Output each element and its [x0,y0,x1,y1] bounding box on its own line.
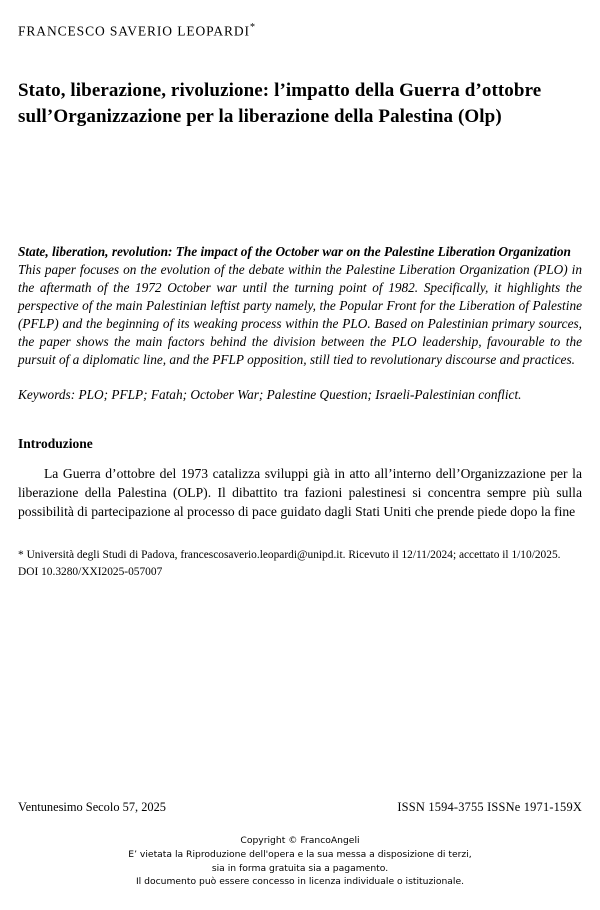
running-footer [18,800,582,815]
copyright-line-2: E’ vietata la Riproduzione dell'opera e la sua messa a disposizione di terzi, [128,848,472,860]
journal-issue-info: Ventunesimo Secolo 57, 2025 [18,800,166,814]
body-paragraph: La Guerra d’ottobre del 1973 catalizza sviluppi già in atto all’interno dell’Organizzazione per la liberazione della Palestina (OLP). Il dibattito tra fazioni palestinesi si concentra sempre più sulla possibilità di partecipazione al processo di pace guidato dagli Stati Uniti che prende piede dopo la fine [18,465,582,520]
page-title: Stato, liberazione, rivoluzione: l’impatto della Guerra d’ottobre sull’Organizzazione per la liberazione della Palestina (Olp) [18,79,542,128]
abstract-block [18,243,582,403]
abstract-body: This paper focuses on the evolution of the debate within the Palestine Liberation Organization (PLO) in the aftermath of the 1972 October war until the turning point of 1982. Specifically, it highlights the perspective of the main Palestinian leftist party namely, the Popular Front for the Liberation of Palestine (PFLP) and the beginning of its weaking process within the PLO. Based on Palestinian primary sources, the paper shows the main factors behind the division between the PLO leadership, favourable to the pursuit of a diplomatic line, and the PFLP opposition, still tied to revolutionary discourse and practices. [18,261,582,367]
section-heading-introduzione: Introduzione [18,435,93,451]
issn-info: ISSN 1594-3755 ISSNe 1971-159X [397,800,582,814]
author-footnote-marker: * [249,22,256,33]
copyright-line-1: Copyright © FrancoAngeli [240,835,360,846]
author-name-text: FRANCESCO SAVERIO LEOPARDI [18,23,250,39]
footnote-text: Università degli Studi di Padova, francescosaverio.leopardi@unipd.it. Ricevuto il 12/11/2024; accettato il 1/10/2025. [26,549,561,562]
abstract-title: State, liberation, revolution: The impact of the October war on the Palestine Liberation Organization [18,244,571,260]
keywords: Keywords: PLO; PFLP; Fatah; October War; Palestine Question; Israeli-Palestinian conflict. [18,386,522,402]
footnote-marker: * [18,549,24,562]
doi-line: DOI 10.3280/XXI2025-057007 [18,565,163,578]
copyright-line-3: sia in forma gratuita sia a pagamento. [211,862,389,874]
author-name [18,22,582,40]
copyright-line-4: Il documento può essere concesso in licenza individuale o istituzionale. [135,876,465,888]
copyright-notice [0,834,600,889]
footnote [18,547,582,563]
article-page [0,22,600,910]
